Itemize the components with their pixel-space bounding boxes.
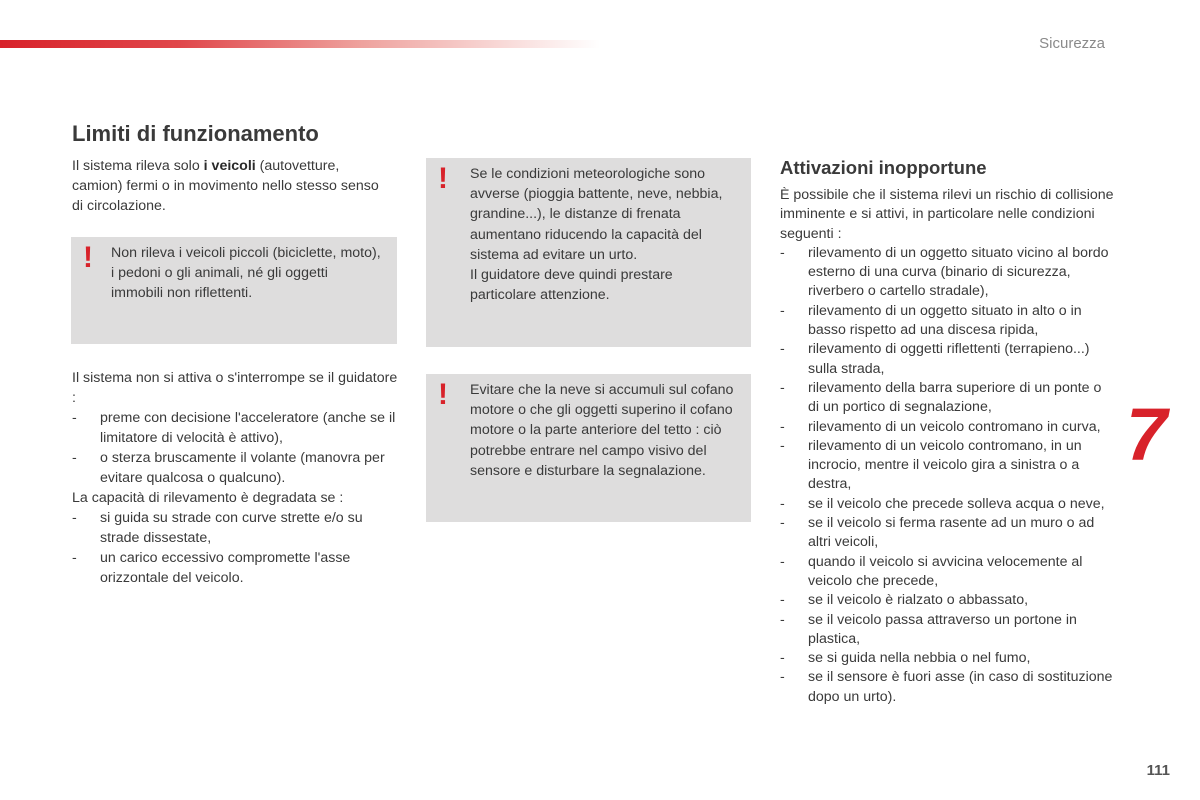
chapter-number: 7 bbox=[1126, 393, 1168, 476]
warning-icon: ! bbox=[438, 378, 448, 411]
section-title: Sicurezza bbox=[1039, 35, 1105, 52]
list-item: - rilevamento di un oggetto situato vicino al bordo esterno di una curva (binario di sicurezza, riverbero o cartello stradale), bbox=[780, 244, 1109, 300]
list-dash: - bbox=[780, 592, 785, 609]
list-dash: - bbox=[780, 669, 785, 686]
limits-details bbox=[72, 368, 402, 588]
intro-bold-vehicles: i veicoli bbox=[203, 158, 256, 174]
list-item: - se il veicolo che precede solleva acqua o neve, bbox=[780, 495, 1115, 514]
list-item: - rilevamento di oggetti riflettenti (terrapieno...) sulla strada, bbox=[780, 341, 1090, 377]
header-accent-bar bbox=[0, 40, 600, 48]
warning-box-snow bbox=[426, 374, 751, 522]
list-dash: - bbox=[780, 379, 785, 396]
list-dash: - bbox=[72, 510, 77, 526]
list-item: - se il sensore è fuori asse (in caso di sostituzione dopo un urto). bbox=[780, 669, 1113, 705]
list-item: - rilevamento di un veicolo contromano in curva, bbox=[780, 418, 1115, 437]
list-dash: - bbox=[72, 550, 77, 566]
warning-text: Non rileva i veicoli piccoli (biciclette, moto), i pedoni o gli animali, né gli oggetti immobili non riflettenti. bbox=[111, 245, 381, 302]
false-activations-content bbox=[780, 186, 1115, 707]
list-dash: - bbox=[780, 341, 785, 358]
intro-text-end: (autovetture, camion) fermi o in movimento nello stesso senso di circolazione. bbox=[72, 158, 379, 214]
list-item: - un carico eccessivo compromette l'asse orizzontale del veicolo. bbox=[72, 550, 351, 586]
list-dash: - bbox=[780, 553, 785, 570]
list-dash: - bbox=[780, 302, 785, 319]
list-item: - si guida su strade con curve strette e/o su strade dissestate, bbox=[72, 510, 363, 546]
list-item: - se il veicolo è rialzato o abbassato, bbox=[780, 591, 1115, 610]
false-activations-intro: È possibile che il sistema rilevi un rischio di collisione imminente e si attivi, in particolare nelle condizioni seguenti : bbox=[780, 187, 1114, 242]
warning-icon: ! bbox=[83, 241, 93, 274]
not-active-intro: Il sistema non si attiva o s'interrompe se il guidatore : bbox=[72, 370, 398, 406]
list-dash: - bbox=[72, 450, 77, 466]
list-dash: - bbox=[780, 437, 785, 454]
page-number: 111 bbox=[1146, 762, 1170, 779]
warning-text: Evitare che la neve si accumuli sul cofano motore o che gli oggetti superino il cofano motore o la parte anteriore del tetto : ciò potrebbe entrare nel campo visivo del sensore e disturbare la segnalazione. bbox=[470, 382, 734, 479]
list-dash: - bbox=[780, 650, 785, 667]
limits-heading: Limiti di funzionamento bbox=[72, 121, 319, 146]
intro-text-start: Il sistema rileva solo bbox=[72, 158, 204, 174]
warning-box-weather bbox=[426, 158, 751, 347]
list-dash: - bbox=[780, 418, 785, 435]
warning-attention-text: Il guidatore deve quindi prestare particolare attenzione. bbox=[470, 267, 673, 304]
list-item: - o sterza bruscamente il volante (manovra per evitare qualcosa o qualcuno). bbox=[72, 450, 385, 486]
warning-text bbox=[470, 164, 742, 305]
list-item: - preme con decisione l'acceleratore (anche se il limitatore di velocità è attivo), bbox=[72, 410, 396, 446]
warning-box-small-objects bbox=[71, 237, 397, 344]
degraded-list bbox=[72, 508, 402, 588]
list-dash: - bbox=[780, 515, 785, 532]
list-item: - rilevamento di un oggetto situato in alto o in basso rispetto ad una discesa ripida, bbox=[780, 302, 1082, 339]
list-item: - quando il veicolo si avvicina velocemente al veicolo che precede, bbox=[780, 553, 1083, 589]
not-active-list bbox=[72, 408, 402, 488]
list-item: - se il veicolo passa attraverso un portone in plastica, bbox=[780, 611, 1077, 647]
list-item: - se si guida nella nebbia o nel fumo, bbox=[780, 649, 1115, 668]
list-dash: - bbox=[780, 611, 785, 628]
list-item: - rilevamento della barra superiore di un ponte o di un portico di segnalazione, bbox=[780, 379, 1102, 416]
degraded-intro: La capacità di rilevamento è degradata se : bbox=[72, 490, 344, 506]
false-activations-list bbox=[780, 244, 1115, 707]
list-dash: - bbox=[780, 495, 785, 512]
list-dash: - bbox=[780, 244, 785, 261]
limits-intro bbox=[72, 156, 382, 216]
false-activations-heading: Attivazioni inopportune bbox=[780, 157, 987, 178]
list-item: - rilevamento di un veicolo contromano, in un incrocio, mentre il veicolo gira a sinistra o a destra, bbox=[780, 437, 1082, 493]
list-item: - se il veicolo si ferma rasente ad un muro o ad altri veicoli, bbox=[780, 515, 1095, 551]
list-dash: - bbox=[72, 410, 77, 426]
warning-icon: ! bbox=[438, 162, 448, 195]
warning-weather-text: Se le condizioni meteorologiche sono avverse (pioggia battente, neve, nebbia, grandine...), le distanze di frenata aumentano riducendo la capacità del sistema ad evitare un urto. bbox=[470, 166, 723, 263]
